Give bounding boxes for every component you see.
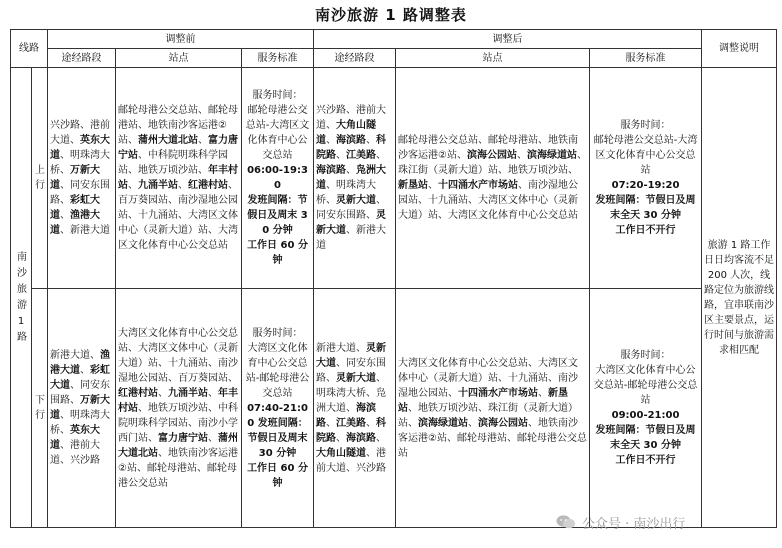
header-note: 调整说明 (702, 30, 777, 68)
after-stops-down: 大湾区文化体育中心公交总站、大湾区文体中心（灵新大道）站、十九涌站、南沙湿地公园站、十四涌水产市场站、新垦站、地铁万顷沙站、珠江街（灵新大道）站、滨海绿道站、滨海公园站、地铁南沙客运港②站、邮轮母港站、邮轮母港公交总站 (396, 289, 590, 528)
adjustment-note: 旅游 1 路工作日日均客流不足 200 人次，线路定位为旅游线路，宜串联南沙区主要景点，运行时间与旅游需求相匹配 (702, 68, 777, 528)
header-before: 调整前 (48, 30, 314, 49)
after-stops-up: 邮轮母港公交总站、邮轮母港站、地铁南沙客运港②站、滨海公园站、滨海绿道站、珠江街（灵新大道）站、地铁万顷沙站、新垦站、十四涌水产市场站、南沙湿地公园站、十九涌站、大湾区文体中心（灵新大道）站、大湾区文化体育中心公交总站 (396, 68, 590, 289)
wechat-icon (556, 514, 576, 530)
header-line: 线路 (11, 30, 48, 68)
page-title: 南沙旅游 1 路调整表 (315, 6, 467, 24)
before-stops-up: 邮轮母港公交总站、邮轮母港站、地铁南沙客运港②站、蒲州大道北站、富力唐宁站、中科院明珠科学园站、地铁万顷沙站、年丰村站、九涌半站、红港村站、百万葵园站、南沙湿地公园站、十九涌站、大湾区文体中心（灵新大道）站、大湾区文化体育中心公交总站 (116, 68, 242, 289)
header-after-service: 服务标准 (590, 49, 702, 68)
after-route-up: 兴沙路、港前大道、大角山隧道、海滨路、科院路、江美路、海滨路、凫洲大道、明珠湾大桥、灵新大道、同安东围路、灵新大道、新港大道 (314, 68, 396, 289)
before-route-up: 兴沙路、港前大道、英东大道、明珠湾大桥、万新大道、同安东围路、彩虹大道、渔港大道、新港大道 (48, 68, 116, 289)
watermark-text: 公众号 · 南沙出行 (582, 517, 686, 532)
header-before-route: 途经路段 (48, 49, 116, 68)
before-service-up: 服务时间： 邮轮母港公交总站-大湾区文化体育中心公交总站 06:00-19:30 发班间隔：节假日及周末 30 分钟 工作日 60 分钟 (242, 68, 314, 289)
before-stops-down: 大湾区文化体育中心公交总站、大湾区文体中心（灵新大道）站、十九涌站、南沙湿地公园站、百万葵园站、红港村站、九涌半站、年丰村站、地铁万顷沙站、中科院明珠科学园站、南沙小学西门站、富力唐宁站、蒲州大道北站、地铁南沙客运港②站、邮轮母港站、邮轮母港公交总站 (116, 289, 242, 528)
before-route-down: 新港大道、渔港大道、彩虹大道、同安东围路、万新大道、明珠湾大桥、英东大道、港前大道、兴沙路 (48, 289, 116, 528)
line-name: 南沙旅游1路 (11, 68, 32, 528)
direction-down: 下行 (32, 289, 48, 528)
direction-up: 上行 (32, 68, 48, 289)
header-after: 调整后 (314, 30, 702, 49)
header-after-route: 途经路段 (314, 49, 396, 68)
header-before-stops: 站点 (116, 49, 242, 68)
before-service-down: 服务时间： 大湾区文化体育中心公交总站-邮轮母港公交总站 07:40-21:00 发班间隔：节假日及周末 30 分钟 工作日 60 分钟 (242, 289, 314, 528)
adjustment-table (10, 29, 777, 528)
after-service-down: 服务时间： 大湾区文化体育中心公交总站-邮轮母港公交总站 09:00-21:00 发班间隔：节假日及周末全天 30 分钟 工作日不开行 (590, 289, 702, 528)
header-after-stops: 站点 (396, 49, 590, 68)
watermark (556, 511, 766, 533)
after-service-up: 服务时间： 邮轮母港公交总站-大湾区文化体育中心公交总站 07:20-19:20 发班间隔：节假日及周末全天 30 分钟 工作日不开行 (590, 68, 702, 289)
header-before-service: 服务标准 (242, 49, 314, 68)
after-route-down: 新港大道、灵新大道、同安东围路、灵新大道、明珠湾大桥、凫洲大道、海滨路、江美路、科院路、海滨路、大角山隧道、港前大道、兴沙路 (314, 289, 396, 528)
